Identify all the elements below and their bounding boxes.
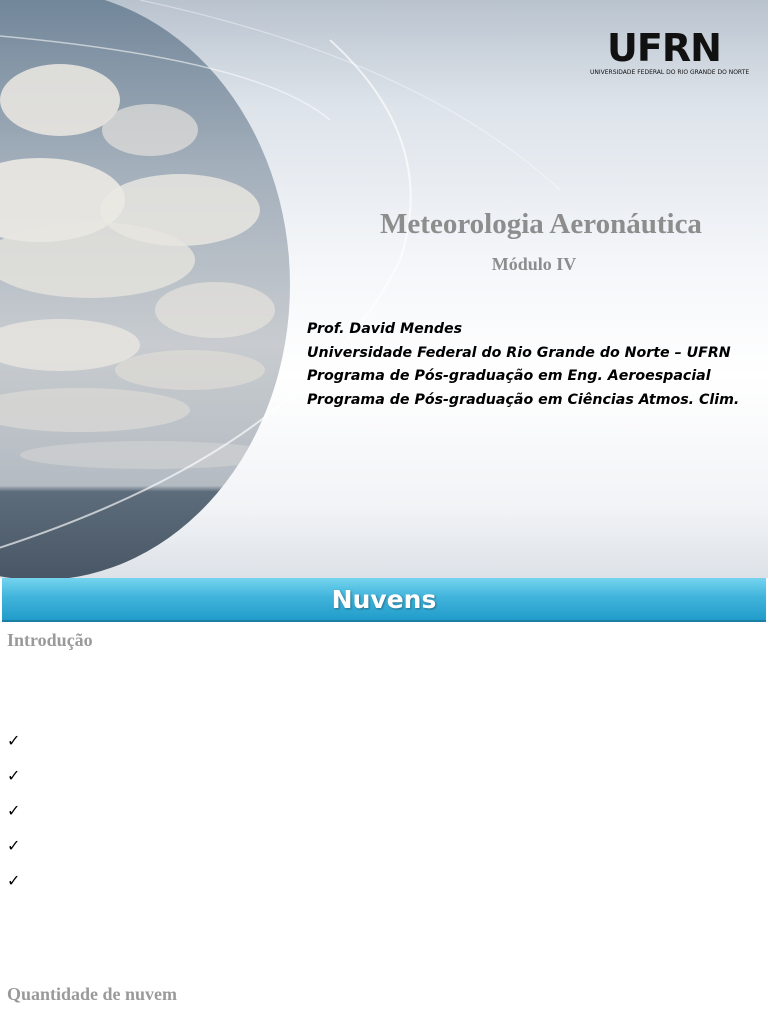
- ufrn-logo-subtitle: UNIVERSIDADE FEDERAL DO RIO GRANDE DO NORTE: [590, 69, 750, 76]
- check-icon: ✓: [7, 836, 21, 855]
- check-icon: ✓: [7, 731, 21, 750]
- cloud-amount-heading: Quantidade de nuvem: [7, 984, 178, 1004]
- author-line: Prof. David Mendes: [307, 321, 463, 337]
- author-line: Universidade Federal do Rio Grande do Norte – UFRN: [307, 344, 731, 361]
- intro-heading: Introdução: [7, 630, 93, 650]
- author-line: Programa de Pós-graduação em Eng. Aeroespacial: [307, 368, 711, 384]
- author-block: [307, 318, 767, 412]
- module-label: Módulo IV: [491, 254, 577, 274]
- check-icon: ✓: [7, 871, 21, 890]
- check-icon: ✓: [7, 766, 21, 785]
- presentation-title: Meteorologia Aeronáutica: [380, 208, 702, 240]
- banner-title: Nuvens: [331, 585, 437, 614]
- section-banner: [2, 578, 766, 622]
- ufrn-logo: [590, 26, 750, 82]
- checklist: [7, 730, 20, 905]
- check-icon: ✓: [7, 801, 21, 820]
- ufrn-logo-text: UFRN: [607, 26, 721, 70]
- author-line: Programa de Pós-graduação em Ciências Atmos. Clim.: [307, 391, 740, 408]
